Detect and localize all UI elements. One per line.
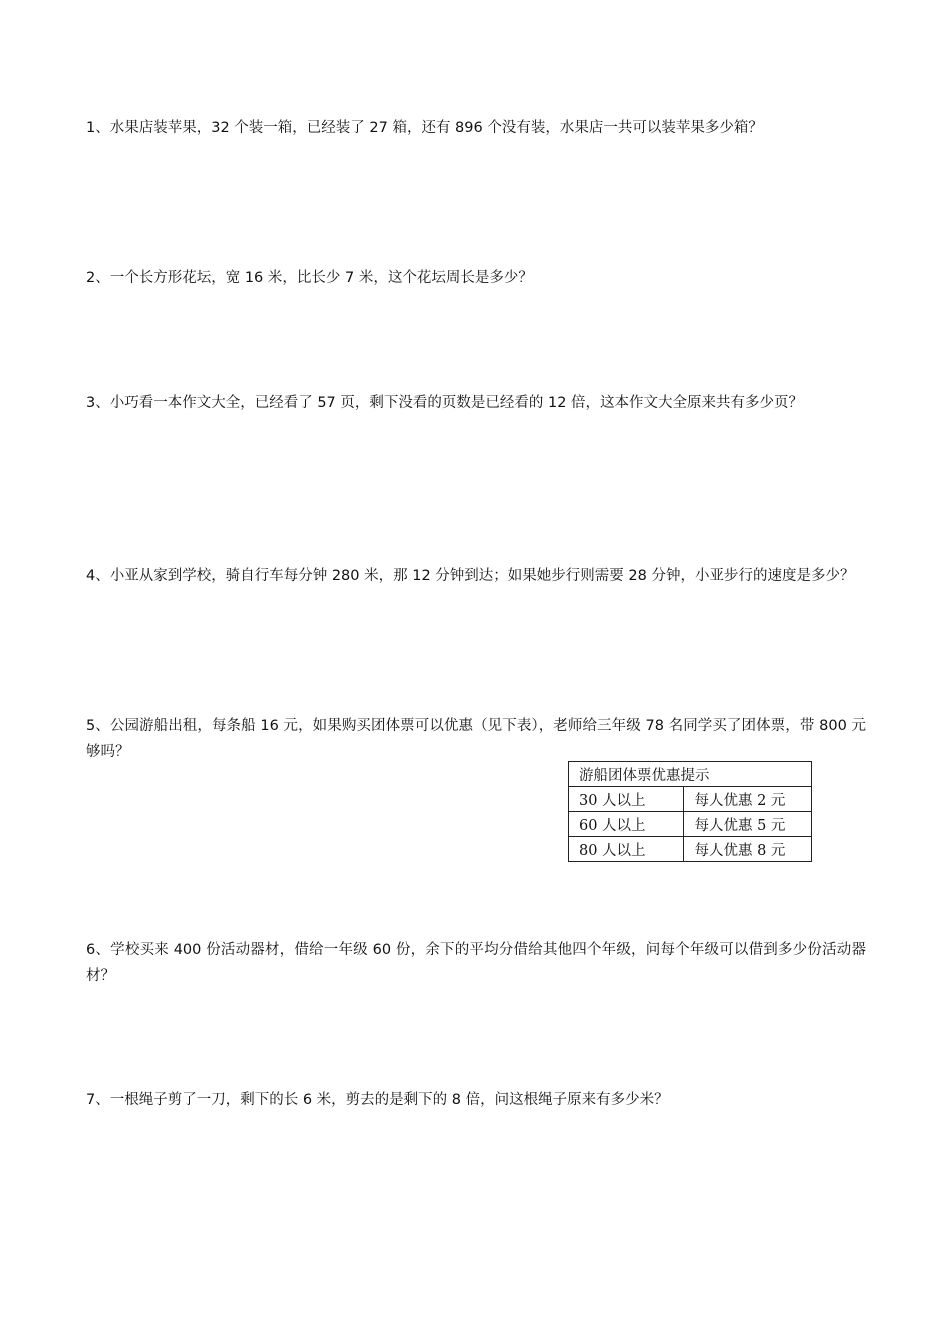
table-cell-condition: 80 人以上	[569, 837, 684, 862]
table-title-row	[569, 762, 812, 787]
table-cell-discount: 每人优惠 5 元	[684, 812, 812, 837]
table-row	[569, 812, 812, 837]
boat-discount-table	[568, 761, 812, 862]
question-2: 2、一个长方形花坛，宽 16 米，比长少 7 米，这个花坛周长是多少？	[86, 270, 533, 286]
table-title: 游船团体票优惠提示	[569, 762, 812, 787]
question-7: 7、一根绳子剪了一刀，剩下的长 6 米，剪去的是剩下的 8 倍，问这根绳子原来有多少米？	[86, 1092, 669, 1108]
table-row	[569, 787, 812, 812]
question-5: 5、公园游船出租，每条船 16 元，如果购买团体票可以优惠（见下表），老师给三年级 78 名同学买了团体票，带 800 元够吗？	[86, 718, 866, 760]
question-1: 1、水果店装苹果，32 个装一箱，已经装了 27 箱，还有 896 个没有装，水果店一共可以装苹果多少箱？	[86, 120, 763, 136]
table-cell-discount: 每人优惠 2 元	[684, 787, 812, 812]
question-6: 6、学校买来 400 份活动器材，借给一年级 60 份，余下的平均分借给其他四个年级，问每个年级可以借到多少份活动器材？	[86, 942, 866, 984]
table-cell-condition: 60 人以上	[569, 812, 684, 837]
question-4: 4、小亚从家到学校，骑自行车每分钟 280 米，那 12 分钟到达；如果她步行则需要 28 分钟，小亚步行的速度是多少？	[86, 568, 855, 584]
table-cell-condition: 30 人以上	[569, 787, 684, 812]
table-cell-discount: 每人优惠 8 元	[684, 837, 812, 862]
table-row	[569, 837, 812, 862]
question-3: 3、小巧看一本作文大全，已经看了 57 页，剩下没看的页数是已经看的 12 倍，这本作文大全原来共有多少页？	[86, 395, 804, 411]
